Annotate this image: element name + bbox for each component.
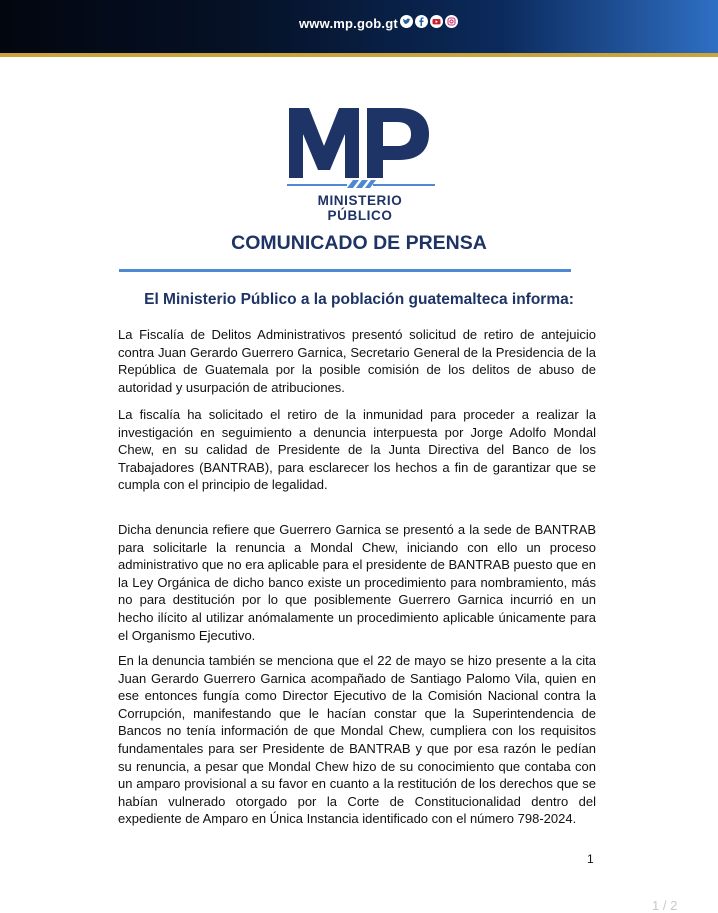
page-number: 1 bbox=[587, 852, 594, 866]
page-indicator: 1 / 2 bbox=[652, 898, 678, 913]
facebook-icon[interactable] bbox=[415, 15, 428, 28]
paragraph-3: Dicha denuncia refiere que Guerrero Garnica se presentó a la sede de BANTRAB para solicitarle la renuncia a Mondal Chew, iniciando con ello un proceso administrativo que no era aplicable para el presidente de BANTRAB puesto que en la Ley Orgánica de dicho banco existe un procedimiento para nombramiento, más no para destitución por lo que posiblemente Guerrero Garnica incurrió en un hecho ilícito al utilizar anómalamente un procedimiento aplicable únicamente para el Organismo Ejecutivo. bbox=[118, 522, 596, 643]
logo-text: MINISTERIO PÚBLICO bbox=[317, 193, 403, 223]
instagram-icon[interactable] bbox=[445, 15, 458, 28]
social-icons bbox=[400, 15, 458, 28]
page-title: COMUNICADO DE PRENSA bbox=[231, 232, 487, 254]
header-accent-line bbox=[0, 53, 718, 57]
title-divider bbox=[119, 269, 571, 272]
twitter-icon[interactable] bbox=[400, 15, 413, 28]
paragraph-4: En la denuncia también se menciona que el 22 de mayo se hizo presente a la cita Juan Gerardo Guerrero Garnica acompañado de Santiago Palomo Vila, quien en ese entonces fungía como Director Ejecutivo de la Comisión Nacional contra la Corrupción, manifestando que le hacían constar que la Superintendencia de Bancos no tenía información de que Mondal Chew, cumpliera con los requisitos fundamentales para ser Presidente de BANTRAB y que por esa razón le pedían su renuncia, a pesar que Mondal Chew hizo de su conocimiento que contaba con un amparo provisional a su favor en cuanto a la restitución de los derechos que se habían vulnerado otorgado por la Corte de Constitucionalidad dentro del expediente de Amparo en Única Instancia identificado con el número 798-2024. bbox=[118, 653, 596, 827]
subtitle: El Ministerio Público a la población guatemalteca informa: bbox=[144, 291, 574, 308]
website-link[interactable]: www.mp.gob.gt bbox=[299, 16, 398, 31]
paragraph-1: La Fiscalía de Delitos Administrativos presentó solicitud de retiro de antejuicio contra Juan Gerardo Guerrero Garnica, Secretario General de la Presidencia de la República de Guatemala por la posible comisión de los delitos de abuso de autoridad y usurpación de atribuciones. bbox=[118, 327, 596, 395]
paragraph-2: La fiscalía ha solicitado el retiro de la inmunidad para proceder a realizar la investigación en seguimiento a denuncia interpuesta por Jorge Adolfo Mondal Chew, en su calidad de Presidente de la Junta Directiva del Banco de los Trabajadores (BANTRAB), para esclarecer los hechos a fin de garantizar que se cumpla con el principio de legalidad. bbox=[118, 407, 596, 493]
header-band bbox=[0, 0, 718, 53]
youtube-icon[interactable] bbox=[430, 15, 443, 28]
